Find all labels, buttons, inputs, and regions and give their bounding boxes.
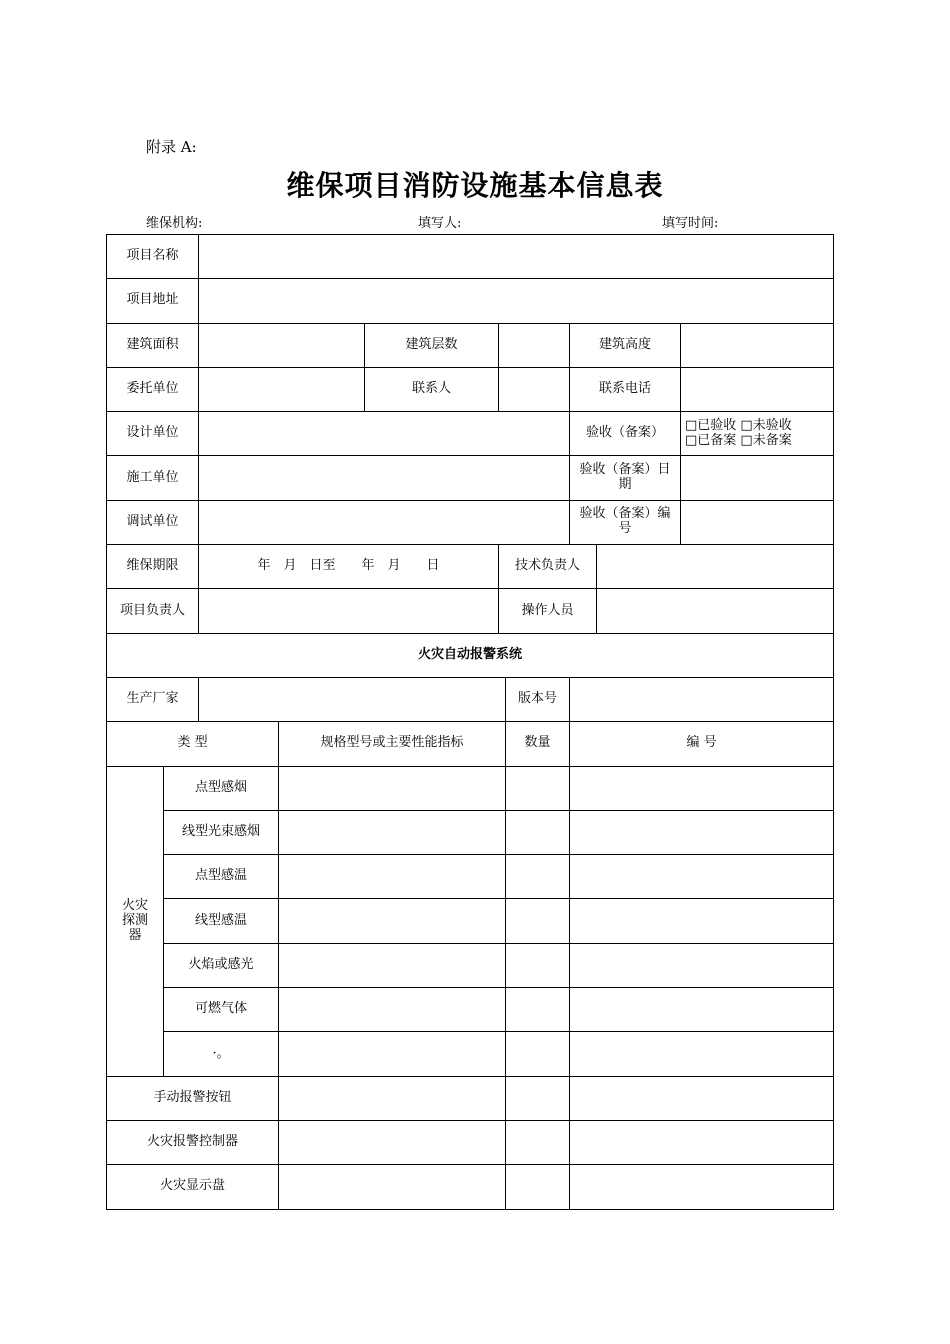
- table-row: [107, 589, 834, 633]
- detector-qty-field[interactable]: [506, 810, 570, 854]
- project-address-field[interactable]: [199, 279, 834, 323]
- controller-no-field[interactable]: [570, 1120, 834, 1164]
- building-area-field[interactable]: [199, 323, 365, 367]
- building-height-label: 建筑高度: [570, 323, 681, 367]
- manufacturer-label: 生产厂家: [107, 677, 199, 721]
- project-address-label: 项目地址: [107, 279, 199, 323]
- commissioning-unit-label: 调试单位: [107, 500, 199, 544]
- table-row: [107, 988, 834, 1032]
- table-row: [107, 235, 834, 279]
- commissioning-unit-field[interactable]: [199, 500, 570, 544]
- detector-no-field[interactable]: [570, 1032, 834, 1076]
- fire-alarm-section-title: 火灾自动报警系统: [107, 633, 834, 677]
- detector-spec-field[interactable]: [279, 988, 506, 1032]
- table-row: [107, 633, 834, 677]
- acceptance-date-field[interactable]: [681, 456, 834, 500]
- table-row: [107, 943, 834, 987]
- acceptance-date-label: 验收（备案）日期: [570, 456, 681, 500]
- detector-qty-field[interactable]: [506, 766, 570, 810]
- filler-label: 填写人:: [418, 216, 462, 231]
- acceptance-no-field[interactable]: [681, 500, 834, 544]
- client-label: 委托单位: [107, 367, 199, 411]
- table-row: [107, 1165, 834, 1209]
- display-panel-label: 火灾显示盘: [107, 1165, 279, 1209]
- col-type-header: 类 型: [107, 722, 279, 766]
- col-no-header: 编 号: [570, 722, 834, 766]
- detector-type: 线型感温: [164, 899, 279, 943]
- table-row: [107, 367, 834, 411]
- table-row: [107, 1120, 834, 1164]
- col-qty-header: 数量: [506, 722, 570, 766]
- phone-label: 联系电话: [570, 367, 681, 411]
- table-row: [107, 456, 834, 500]
- table-row: [107, 810, 834, 854]
- detector-spec-field[interactable]: [279, 943, 506, 987]
- detector-type: ·。: [164, 1032, 279, 1076]
- table-row: [107, 766, 834, 810]
- controller-spec-field[interactable]: [279, 1120, 506, 1164]
- project-name-field[interactable]: [199, 235, 834, 279]
- detector-qty-field[interactable]: [506, 988, 570, 1032]
- table-row: [107, 1076, 834, 1120]
- detector-spec-field[interactable]: [279, 855, 506, 899]
- manufacturer-field[interactable]: [199, 677, 506, 721]
- tech-lead-label: 技术负责人: [499, 545, 597, 589]
- manual-button-spec-field[interactable]: [279, 1076, 506, 1120]
- acceptance-option-line2[interactable]: □已备案 □未备案: [685, 432, 792, 448]
- manual-button-no-field[interactable]: [570, 1076, 834, 1120]
- acceptance-label: 验收（备案）: [570, 412, 681, 456]
- contact-label: 联系人: [365, 367, 499, 411]
- page-title: 维保项目消防设施基本信息表: [286, 169, 664, 202]
- contact-field[interactable]: [499, 367, 570, 411]
- manual-button-label: 手动报警按钮: [107, 1076, 279, 1120]
- detector-no-field[interactable]: [570, 943, 834, 987]
- display-panel-no-field[interactable]: [570, 1165, 834, 1209]
- detector-group-label: 火灾探测器: [107, 766, 164, 1076]
- table-row: [107, 323, 834, 367]
- design-unit-label: 设计单位: [107, 412, 199, 456]
- controller-label: 火灾报警控制器: [107, 1120, 279, 1164]
- org-label: 维保机构:: [146, 216, 203, 231]
- table-row: [107, 722, 834, 766]
- project-name-label: 项目名称: [107, 235, 199, 279]
- table-row: [107, 545, 834, 589]
- table-row: [107, 855, 834, 899]
- appendix-label: 附录 A:: [146, 138, 197, 156]
- col-spec-header: 规格型号或主要性能指标: [279, 722, 506, 766]
- building-height-field[interactable]: [681, 323, 834, 367]
- operator-label: 操作人员: [499, 589, 597, 633]
- controller-qty-field[interactable]: [506, 1120, 570, 1164]
- detector-type: 火焰或感光: [164, 943, 279, 987]
- operator-field[interactable]: [597, 589, 834, 633]
- detector-spec-field[interactable]: [279, 766, 506, 810]
- manual-button-qty-field[interactable]: [506, 1076, 570, 1120]
- building-floors-field[interactable]: [499, 323, 570, 367]
- detector-spec-field[interactable]: [279, 899, 506, 943]
- phone-field[interactable]: [681, 367, 834, 411]
- acceptance-options[interactable]: [681, 412, 834, 456]
- table-row: [107, 412, 834, 456]
- client-field[interactable]: [199, 367, 365, 411]
- version-label: 版本号: [506, 677, 570, 721]
- detector-no-field[interactable]: [570, 810, 834, 854]
- detector-qty-field[interactable]: [506, 855, 570, 899]
- detector-type: 线型光束感烟: [164, 810, 279, 854]
- table-row: [107, 1032, 834, 1076]
- detector-type: 可燃气体: [164, 988, 279, 1032]
- table-row: [107, 279, 834, 323]
- display-panel-qty-field[interactable]: [506, 1165, 570, 1209]
- tech-lead-field[interactable]: [597, 545, 834, 589]
- detector-qty-field[interactable]: [506, 1032, 570, 1076]
- construction-unit-field[interactable]: [199, 456, 570, 500]
- detector-no-field[interactable]: [570, 766, 834, 810]
- table-row: [107, 677, 834, 721]
- display-panel-spec-field[interactable]: [279, 1165, 506, 1209]
- detector-qty-field[interactable]: [506, 943, 570, 987]
- detector-no-field[interactable]: [570, 899, 834, 943]
- detector-type: 点型感烟: [164, 766, 279, 810]
- table-row: [107, 899, 834, 943]
- building-area-label: 建筑面积: [107, 323, 199, 367]
- building-floors-label: 建筑层数: [365, 323, 499, 367]
- project-lead-label: 项目负责人: [107, 589, 199, 633]
- project-lead-field[interactable]: [199, 589, 499, 633]
- detector-type: 点型感温: [164, 855, 279, 899]
- maintenance-period-field[interactable]: 年 月 日至 年 月 日: [199, 545, 499, 589]
- table-row: [107, 500, 834, 544]
- detector-no-field[interactable]: [570, 855, 834, 899]
- version-field[interactable]: [570, 677, 834, 721]
- maintenance-period-label: 维保期限: [107, 545, 199, 589]
- detector-no-field[interactable]: [570, 988, 834, 1032]
- info-table: [106, 234, 834, 1210]
- time-label: 填写时间:: [662, 216, 719, 231]
- detector-qty-field[interactable]: [506, 899, 570, 943]
- detector-spec-field[interactable]: [279, 810, 506, 854]
- detector-spec-field[interactable]: [279, 1032, 506, 1076]
- design-unit-field[interactable]: [199, 412, 570, 456]
- acceptance-option-line1[interactable]: □已验收 □未验收: [685, 417, 792, 433]
- acceptance-no-label: 验收（备案）编号: [570, 500, 681, 544]
- construction-unit-label: 施工单位: [107, 456, 199, 500]
